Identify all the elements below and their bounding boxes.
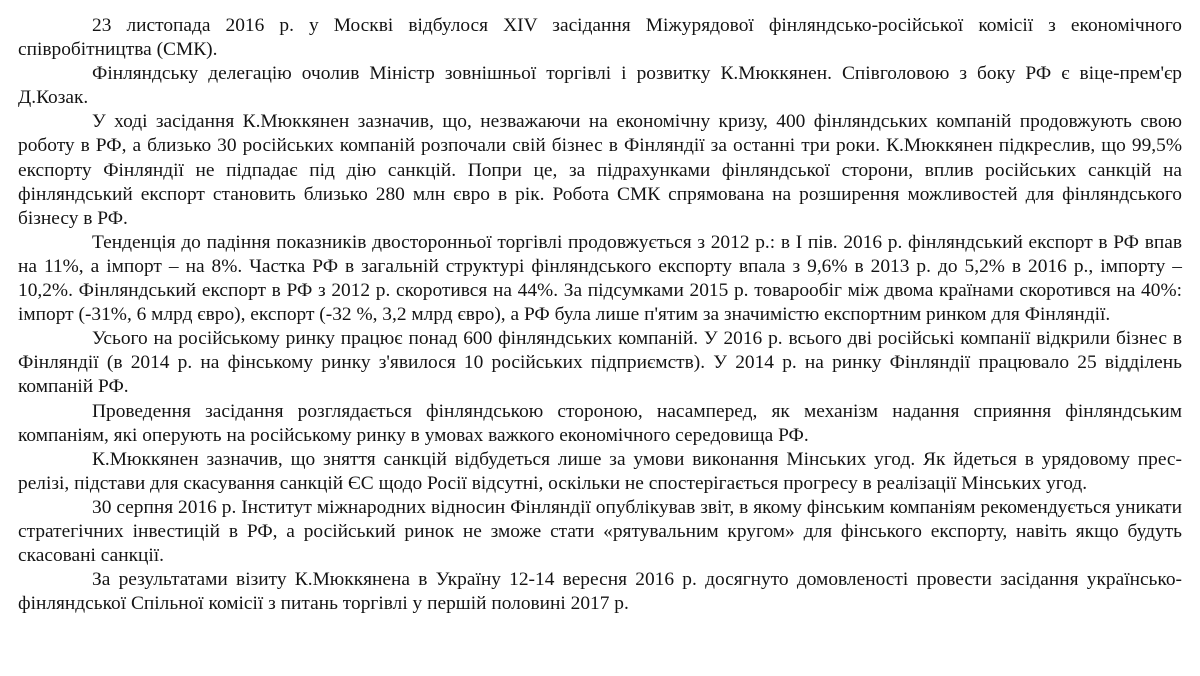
paragraph-ukraine-visit: За результатами візиту К.Мюккянена в Україну 12-14 вересня 2016 р. досягнуто домовленості провести засідання українсько-фінляндської Спільної комісії з питань торгівлі у першій половині 2017 р. — [18, 569, 1182, 615]
paragraph-companies: Усього на російському ринку працює понад 600 фінляндських компаній. У 2016 р. всього дві російські компанії відкрили бізнес в Фінляндії (в 2014 р. на фінському ринку з'явилося 10 російських підприємств). У 2014 р. на ринку Фінляндії працювало 25 відділень компаній РФ. — [18, 328, 1182, 398]
paragraph-delegation: Фінляндську делегацію очолив Міністр зовнішньої торгівлі і розвитку К.Мюккянен. Співголовою з боку РФ є віце-прем'єр Д.Козак. — [18, 63, 1182, 109]
paragraph-institute-report: 30 серпня 2016 р. Інститут міжнародних відносин Фінляндії опублікував звіт, в якому фінським компаніям рекомендується уникати стратегічних інвестицій в РФ, а російський ринок не зможе стати «рятувальним кругом» для фінського експорту, навіть якщо будуть скасовані санкції. — [18, 496, 1182, 567]
paragraph-trade-trend: Тенденція до падіння показників двосторонньої торгівлі продовжується з 2012 р.: в І пів. 2016 р. фінляндський експорт в РФ впав на 11%, а імпорт – на 8%. Частка РФ в загальній структурі фінляндського експорту впала з 9,6% в 2013 р. до 5,2% в 2016 р., імпорту – 10,2%. Фінляндський експорт в РФ з 2012 р. скоротився на 44%. За підсумками 2015 р. товарообіг між двома країнами скоротився на 40%: імпорт (-31%, 6 млрд євро), експорт (-32 %, 3,2 млрд євро), а РФ була лише п'ятим за значимістю експортним ринком для Фінляндії. — [18, 231, 1182, 326]
paragraph-meeting-purpose: Проведення засідання розглядається фінляндською стороною, насамперед, як механізм надання сприяння фінляндським компаніям, які оперують на російському ринку в умовах важкого економічного середовища РФ. — [18, 400, 1182, 446]
paragraph-sanctions: К.Мюккянен зазначив, що зняття санкцій відбудеться лише за умови виконання Мінських угод. Як йдеться в урядовому прес-релізі, підстави для скасування санкцій ЄС щодо Росії відсутні, оскільки не спостерігається прогресу в реалізації Мінських угод. — [18, 448, 1182, 494]
paragraph-meeting-statements: У ході засідання К.Мюккянен зазначив, що, незважаючи на економічну кризу, 400 фінляндських компаній продовжують свою роботу в РФ, а близько 30 російських компаній розпочали свій бізнес в Фінляндії за останні три роки. К.Мюккянен підкреслив, що 99,5% експорту Фінляндії не підпадає під дію санкцій. Попри це, за підрахунками фінляндської сторони, вплив російських санкцій на фінляндський експорт становить близько 280 млн євро в рік. Робота СМК спрямована на розширення можливостей для фінляндського бізнесу в РФ. — [18, 111, 1182, 229]
paragraph-smk-meeting: 23 листопада 2016 р. у Москві відбулося XIV засідання Міжурядової фінляндсько-російської комісії з економічного співробітництва (СМК). — [18, 15, 1182, 61]
